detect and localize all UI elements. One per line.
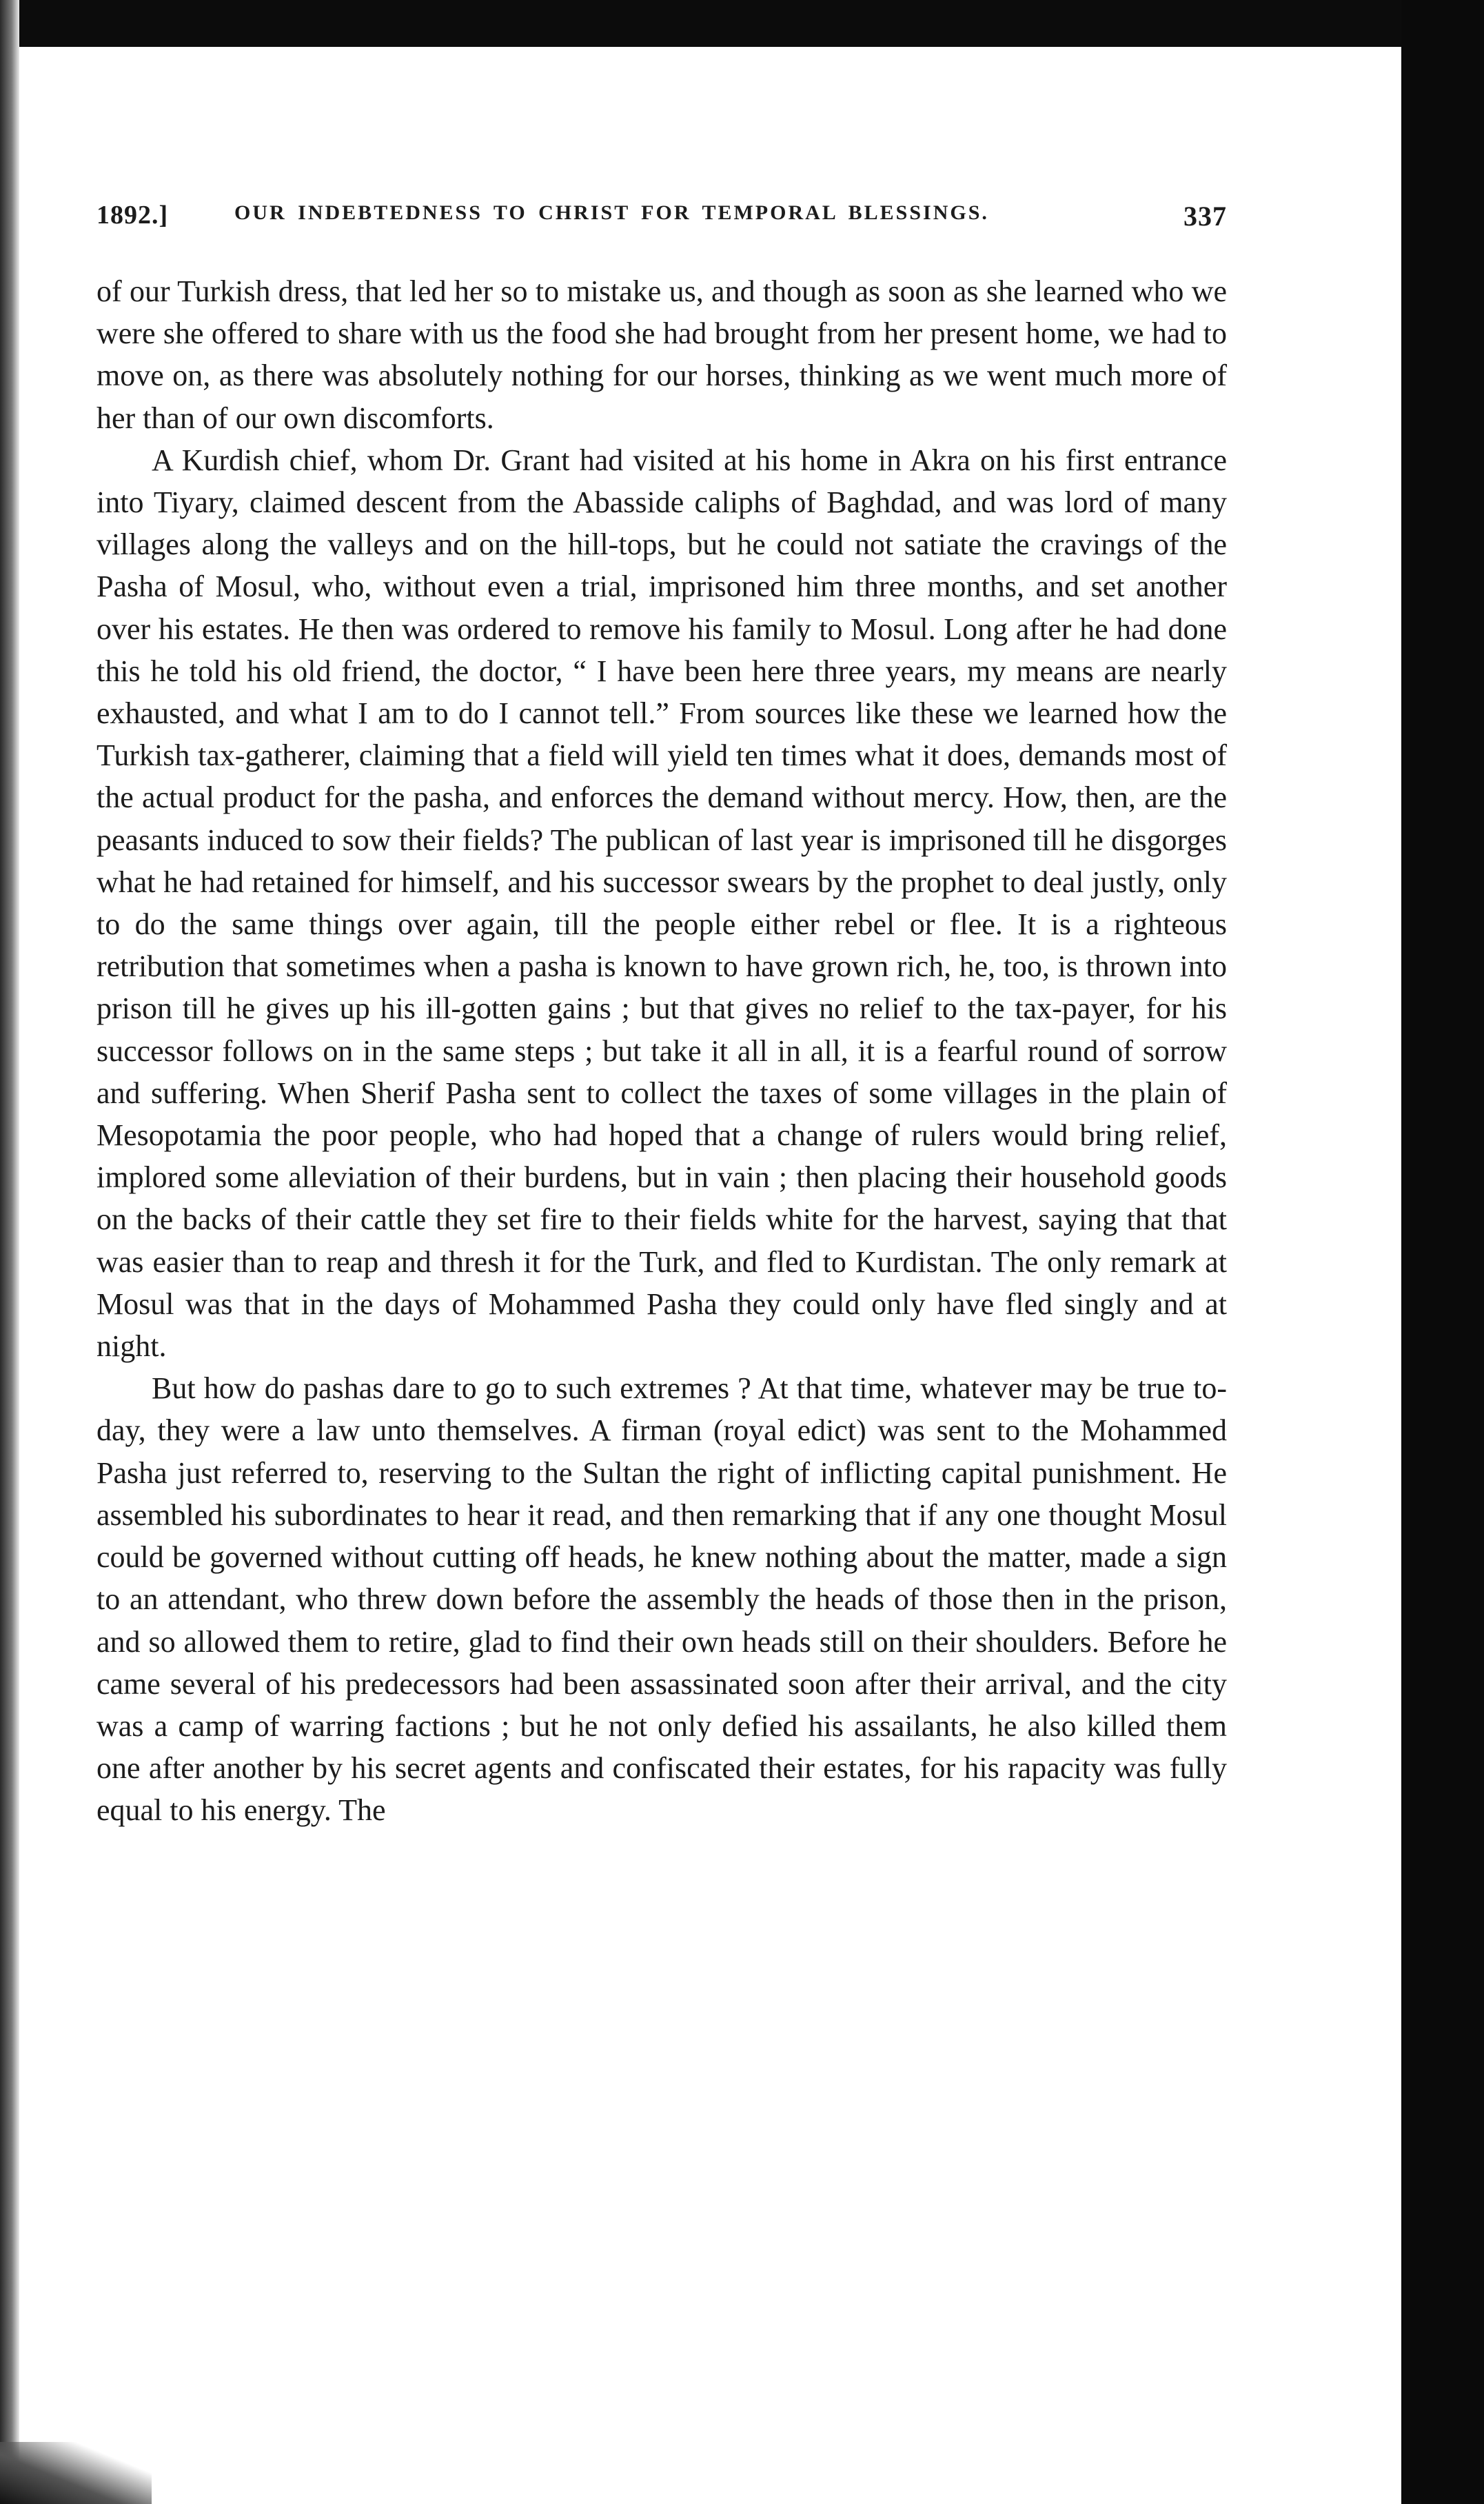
page-number: 337 [1183,201,1227,232]
scan-border-right [1401,0,1484,2504]
paragraph-kurdish-chief: A Kurdish chief, whom Dr. Grant had visited at his home in Akra on his first entrance into Tiyary, claimed descent from the Abasside caliphs of Baghdad, and was lord of many villages along the valleys and on the hill-tops, but he could not satiate the cravings of the Pasha of Mosul, who, without even a trial, imprisoned him three months, and set another over his estates. He then was ordered to remove his family to Mosul. Long after he had done this he told his old friend, the doctor, “ I have been here three years, my means are nearly exhausted, and what I am to do I cannot tell.” From sources like these we learned how the Turkish tax-gatherer, claiming that a field will yield ten times what it does, demands most of the actual product for the pasha, and enforces the demand without mercy. How, then, are the peasants induced to sow their fields? The publican of last year is imprisoned till he disgorges what he had retained for himself, and his successor swears by the prophet to deal justly, only to do the same things over again, till the people either rebel or flee. It is a righteous retribution that sometimes when a pasha is known to have grown rich, he, too, is thrown into prison till he gives up his ill-gotten gains ; but that gives no relief to the tax-payer, for his successor follows on in the same steps ; but take it all in all, it is a fearful round of sorrow and suffering. When Sherif Pasha sent to collect the taxes of some villages in the plain of Mesopotamia the poor people, who had hoped that a change of rulers would bring relief, implored some alleviation of their burdens, but in vain ; then placing their household goods on the backs of their cattle they set fire to their fields white for the harvest, saying that that was easier than to reap and thresh it for the Turk, and fled to Kurdistan. The only remark at Mosul was that in the days of Mohammed Pasha they could only have fled singly and at night. [96,443,1227,1364]
running-head-year: 1892.] [96,201,169,230]
paragraph-pashas: But how do pashas dare to go to such extremes ? At that time, whatever may be true to-day, they were a law unto themselves. A firman (royal edict) was sent to the Mohammed Pasha just referred to, reserving to the Sultan the right of inflicting capital punishment. He assembled his subordinates to hear it read, and then remarking that if any one thought Mosul could be governed without cutting off heads, he knew nothing about the matter, made a sign to an attendant, who threw down before the assembly the heads of those then in the prison, and so allowed them to retire, glad to find their own heads still on their shoulders. Before he came several of his predecessors had been assassinated soon after their arrival, and the city was a camp of warring factions ; but he not only defied his assailants, he also killed them one after another by his secret agents and confiscated their estates, for his rapacity was fully equal to his energy. The [96,1371,1227,1828]
paragraph-continued: of our Turkish dress, that led her so to mistake us, and though as soon as she learned who we were she offered to share with us the food she had brought from her present home, we had to move on, as there was absolutely nothing for our horses, thinking as we went much more of her than of our own discomforts. [96,274,1227,435]
scan-border-top [0,0,1484,47]
running-head [96,200,1227,248]
book-page [96,200,1227,1832]
body-text [96,270,1227,1832]
running-head-title: OUR INDEBTEDNESS TO CHRIST FOR TEMPORAL BLESSINGS. [234,201,989,224]
scan-border-left [0,0,19,2504]
scan-corner-shadow [0,2442,152,2504]
